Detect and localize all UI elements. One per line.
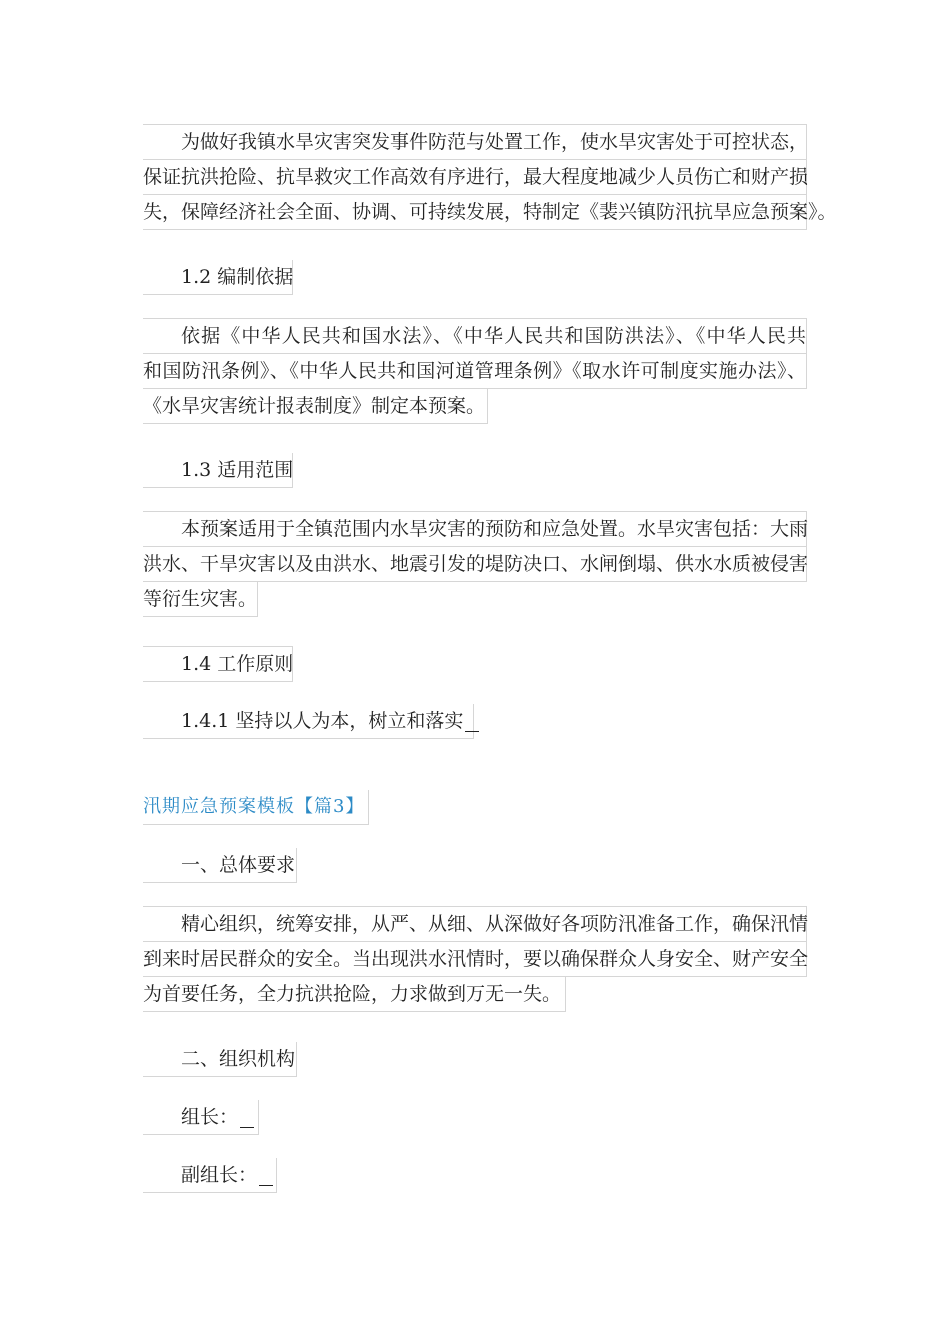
part3-heading-link[interactable]: 汛期应急预案模板【篇3】 <box>143 790 369 825</box>
deputy-blank[interactable] <box>259 1167 273 1186</box>
section-1-3 <box>143 453 293 488</box>
blank-underline <box>465 713 479 732</box>
deputy-field <box>143 1158 277 1193</box>
section-title: 1.3 适用范围 <box>143 453 293 488</box>
section-title: 二、组织机构 <box>143 1042 297 1077</box>
scope-paragraph <box>143 511 807 617</box>
section-1-4 <box>143 646 293 682</box>
section-title <box>143 704 474 739</box>
req-line-2: 到来时居民群众的安全。当出现洪水汛情时，要以确保群众人身安全、财产安全 <box>143 942 807 977</box>
leader-label: 组长： <box>181 1106 239 1128</box>
intro-line-3: 失，保障经济社会全面、协调、可持续发展，特制定《裴兴镇防汛抗旱应急预案》。 <box>143 195 807 230</box>
section-title-text: 1.4.1 坚持以人为本，树立和落实 <box>181 710 464 732</box>
leader-field <box>143 1100 259 1135</box>
scope-line-2: 洪水、干旱灾害以及由洪水、地震引发的堤防决口、水闸倒塌、供水水质被侵害 <box>143 547 807 582</box>
section-1-2 <box>143 260 293 295</box>
section-requirements <box>143 848 297 883</box>
intro-line-1: 为做好我镇水旱灾害突发事件防范与处置工作，使水旱灾害处于可控状态， <box>143 124 807 160</box>
scope-line-3: 等衍生灾害。 <box>143 582 258 617</box>
deputy-label: 副组长： <box>181 1164 258 1186</box>
deputy-row <box>143 1158 277 1193</box>
basis-line-1: 依据《中华人民共和国水法》、《中华人民共和国防洪法》、《中华人民共 <box>143 318 807 354</box>
intro-paragraph <box>143 124 837 230</box>
section-title: 1.2 编制依据 <box>143 260 293 295</box>
basis-line-3: 《水旱灾害统计报表制度》制定本预案。 <box>143 389 488 424</box>
section-title: 1.4 工作原则 <box>143 646 293 682</box>
leader-blank[interactable] <box>240 1109 254 1128</box>
part3-heading <box>143 790 369 825</box>
section-organization <box>143 1042 297 1077</box>
leader-row <box>143 1100 259 1135</box>
requirements-paragraph <box>143 906 807 1012</box>
basis-line-2: 和国防汛条例》、《中华人民共和国河道管理条例》《取水许可制度实施办法》、 <box>143 354 807 389</box>
req-line-1: 精心组织，统筹安排，从严、从细、从深做好各项防汛准备工作，确保汛情 <box>143 906 807 942</box>
scope-line-1: 本预案适用于全镇范围内水旱灾害的预防和应急处置。水旱灾害包括：大雨 <box>143 511 807 547</box>
req-line-3: 为首要任务，全力抗洪抢险，力求做到万无一失。 <box>143 977 566 1012</box>
section-title: 一、总体要求 <box>143 848 297 883</box>
section-1-4-1 <box>143 704 474 739</box>
basis-paragraph <box>143 318 807 424</box>
intro-line-2: 保证抗洪抢险、抗旱救灾工作高效有序进行，最大程度地减少人员伤亡和财产损 <box>143 160 807 195</box>
